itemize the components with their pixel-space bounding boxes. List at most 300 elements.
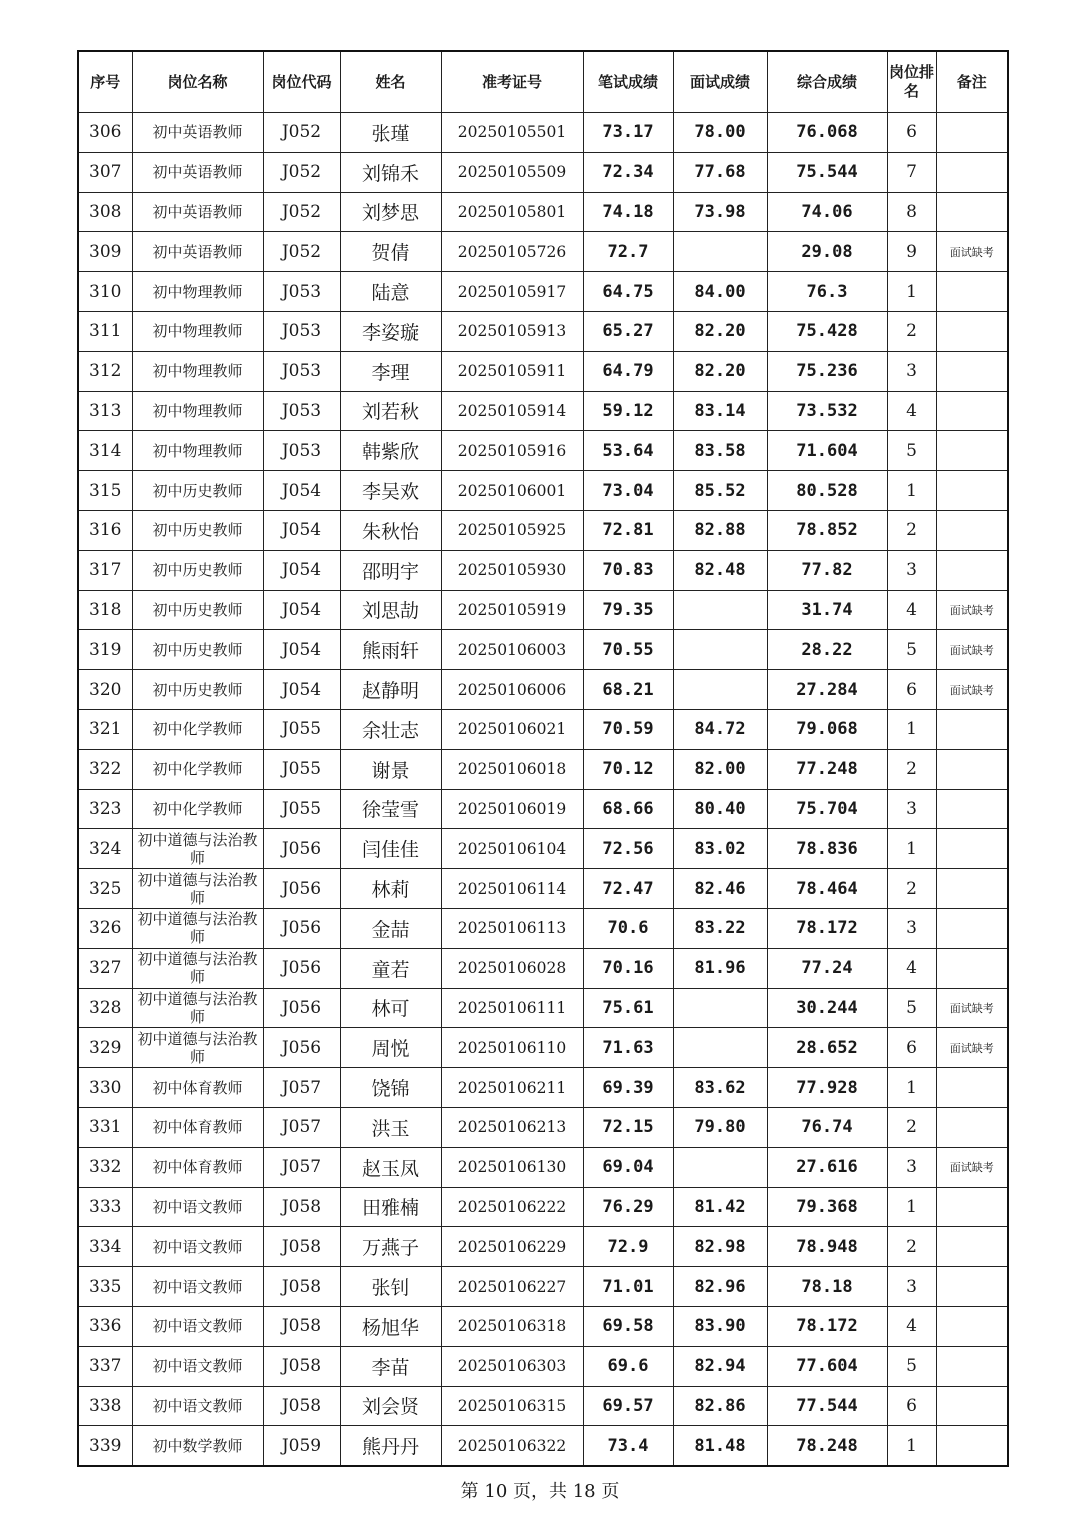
seq-cell: 322 xyxy=(78,749,132,789)
note-cell xyxy=(936,1306,1008,1346)
rank-cell: 3 xyxy=(887,351,936,391)
ticket-cell: 20250105726 xyxy=(441,232,583,272)
position-code-cell: J056 xyxy=(263,948,340,988)
name-cell: 张瑾 xyxy=(340,113,441,153)
note-cell xyxy=(936,709,1008,749)
table-row xyxy=(78,1227,1008,1267)
position-code-cell: J053 xyxy=(263,431,340,471)
written-score-cell: 70.12 xyxy=(583,749,673,789)
seq-cell: 325 xyxy=(78,869,132,909)
ticket-cell: 20250106315 xyxy=(441,1386,583,1426)
rank-cell: 4 xyxy=(887,590,936,630)
seq-cell: 320 xyxy=(78,670,132,710)
table-row xyxy=(78,550,1008,590)
table-row xyxy=(78,1267,1008,1307)
position-code-cell: J053 xyxy=(263,391,340,431)
total-score-cell: 28.652 xyxy=(767,1028,887,1068)
name-cell: 李吴欢 xyxy=(340,471,441,511)
written-score-cell: 69.58 xyxy=(583,1306,673,1346)
name-cell: 谢景 xyxy=(340,749,441,789)
table-row xyxy=(78,749,1008,789)
seq-cell: 317 xyxy=(78,550,132,590)
table-row xyxy=(78,829,1008,869)
total-score-cell: 27.284 xyxy=(767,670,887,710)
ticket-cell: 20250106018 xyxy=(441,749,583,789)
note-cell xyxy=(936,1426,1008,1466)
rank-cell: 2 xyxy=(887,1107,936,1147)
table-row xyxy=(78,272,1008,312)
note-cell xyxy=(936,311,1008,351)
seq-cell: 338 xyxy=(78,1386,132,1426)
ticket-cell: 20250106303 xyxy=(441,1346,583,1386)
seq-cell: 309 xyxy=(78,232,132,272)
written-score-cell: 72.15 xyxy=(583,1107,673,1147)
written-score-cell: 70.83 xyxy=(583,550,673,590)
note-cell xyxy=(936,152,1008,192)
position-name-cell: 初中历史教师 xyxy=(132,630,263,670)
seq-cell: 323 xyxy=(78,789,132,829)
name-cell: 刘会贤 xyxy=(340,1386,441,1426)
total-score-cell: 78.836 xyxy=(767,829,887,869)
seq-cell: 335 xyxy=(78,1267,132,1307)
ticket-cell: 20250106110 xyxy=(441,1028,583,1068)
rank-cell: 1 xyxy=(887,471,936,511)
table-row xyxy=(78,630,1008,670)
header-position-name: 岗位名称 xyxy=(132,51,263,113)
seq-cell: 308 xyxy=(78,192,132,232)
total-score-cell: 79.368 xyxy=(767,1187,887,1227)
note-cell xyxy=(936,1386,1008,1426)
seq-cell: 315 xyxy=(78,471,132,511)
rank-cell: 2 xyxy=(887,869,936,909)
position-name-cell: 初中道德与法治教师 xyxy=(132,869,263,909)
position-name-cell: 初中道德与法治教师 xyxy=(132,829,263,869)
position-name-cell: 初中语文教师 xyxy=(132,1267,263,1307)
name-cell: 洪玉 xyxy=(340,1107,441,1147)
interview-score-cell: 83.14 xyxy=(673,391,767,431)
ticket-cell: 20250106001 xyxy=(441,471,583,511)
interview-score-cell xyxy=(673,590,767,630)
note-cell xyxy=(936,1346,1008,1386)
table-row xyxy=(78,1426,1008,1466)
written-score-cell: 64.75 xyxy=(583,272,673,312)
table-row xyxy=(78,1306,1008,1346)
rank-cell: 1 xyxy=(887,709,936,749)
total-score-cell: 77.82 xyxy=(767,550,887,590)
position-name-cell: 初中道德与法治教师 xyxy=(132,1028,263,1068)
position-name-cell: 初中历史教师 xyxy=(132,670,263,710)
written-score-cell: 68.21 xyxy=(583,670,673,710)
note-cell: 面试缺考 xyxy=(936,590,1008,630)
position-name-cell: 初中历史教师 xyxy=(132,510,263,550)
interview-score-cell: 83.62 xyxy=(673,1068,767,1108)
note-cell xyxy=(936,869,1008,909)
ticket-cell: 20250106213 xyxy=(441,1107,583,1147)
interview-score-cell xyxy=(673,1028,767,1068)
written-score-cell: 69.57 xyxy=(583,1386,673,1426)
note-cell: 面试缺考 xyxy=(936,988,1008,1028)
written-score-cell: 72.34 xyxy=(583,152,673,192)
seq-cell: 330 xyxy=(78,1068,132,1108)
name-cell: 杨旭华 xyxy=(340,1306,441,1346)
total-score-cell: 27.616 xyxy=(767,1147,887,1187)
rank-cell: 1 xyxy=(887,1068,936,1108)
ticket-cell: 20250105509 xyxy=(441,152,583,192)
table-row xyxy=(78,988,1008,1028)
position-code-cell: J053 xyxy=(263,351,340,391)
interview-score-cell: 82.86 xyxy=(673,1386,767,1426)
interview-score-cell: 82.48 xyxy=(673,550,767,590)
interview-score-cell: 83.90 xyxy=(673,1306,767,1346)
ticket-cell: 20250106229 xyxy=(441,1227,583,1267)
position-name-cell: 初中物理教师 xyxy=(132,311,263,351)
table-row xyxy=(78,311,1008,351)
position-name-cell: 初中语文教师 xyxy=(132,1386,263,1426)
ticket-cell: 20250105925 xyxy=(441,510,583,550)
written-score-cell: 53.64 xyxy=(583,431,673,471)
seq-cell: 314 xyxy=(78,431,132,471)
page-footer: 第 10 页，共 18 页 xyxy=(460,1481,620,1502)
written-score-cell: 72.47 xyxy=(583,869,673,909)
position-name-cell: 初中物理教师 xyxy=(132,272,263,312)
total-score-cell: 78.172 xyxy=(767,1306,887,1346)
position-name-cell: 初中道德与法治教师 xyxy=(132,908,263,948)
seq-cell: 306 xyxy=(78,113,132,153)
note-cell xyxy=(936,829,1008,869)
written-score-cell: 72.7 xyxy=(583,232,673,272)
table-row xyxy=(78,1107,1008,1147)
header-note: 备注 xyxy=(936,51,1008,113)
position-name-cell: 初中体育教师 xyxy=(132,1068,263,1108)
written-score-cell: 69.04 xyxy=(583,1147,673,1187)
position-code-cell: J056 xyxy=(263,908,340,948)
table-row xyxy=(78,908,1008,948)
position-code-cell: J058 xyxy=(263,1267,340,1307)
seq-cell: 337 xyxy=(78,1346,132,1386)
ticket-cell: 20250105913 xyxy=(441,311,583,351)
note-cell xyxy=(936,431,1008,471)
interview-score-cell: 82.98 xyxy=(673,1227,767,1267)
seq-cell: 332 xyxy=(78,1147,132,1187)
position-name-cell: 初中英语教师 xyxy=(132,232,263,272)
interview-score-cell: 84.00 xyxy=(673,272,767,312)
position-code-cell: J053 xyxy=(263,272,340,312)
interview-score-cell: 82.20 xyxy=(673,311,767,351)
written-score-cell: 71.63 xyxy=(583,1028,673,1068)
table-row xyxy=(78,948,1008,988)
position-code-cell: J052 xyxy=(263,113,340,153)
ticket-cell: 20250106104 xyxy=(441,829,583,869)
note-cell xyxy=(936,113,1008,153)
table-row xyxy=(78,1147,1008,1187)
position-code-cell: J058 xyxy=(263,1187,340,1227)
header-written: 笔试成绩 xyxy=(583,51,673,113)
seq-cell: 329 xyxy=(78,1028,132,1068)
name-cell: 刘思劼 xyxy=(340,590,441,630)
name-cell: 万燕子 xyxy=(340,1227,441,1267)
total-score-cell: 75.704 xyxy=(767,789,887,829)
position-name-cell: 初中历史教师 xyxy=(132,471,263,511)
table-row xyxy=(78,152,1008,192)
name-cell: 熊雨轩 xyxy=(340,630,441,670)
name-cell: 金喆 xyxy=(340,908,441,948)
ticket-cell: 20250106222 xyxy=(441,1187,583,1227)
name-cell: 闫佳佳 xyxy=(340,829,441,869)
rank-cell: 3 xyxy=(887,1147,936,1187)
seq-cell: 310 xyxy=(78,272,132,312)
interview-score-cell: 82.20 xyxy=(673,351,767,391)
table-row xyxy=(78,1187,1008,1227)
total-score-cell: 80.528 xyxy=(767,471,887,511)
written-score-cell: 65.27 xyxy=(583,311,673,351)
rank-cell: 4 xyxy=(887,391,936,431)
table-header xyxy=(78,51,1008,113)
position-code-cell: J054 xyxy=(263,471,340,511)
seq-cell: 307 xyxy=(78,152,132,192)
written-score-cell: 70.59 xyxy=(583,709,673,749)
total-score-cell: 29.08 xyxy=(767,232,887,272)
position-name-cell: 初中数学教师 xyxy=(132,1426,263,1466)
interview-score-cell: 79.80 xyxy=(673,1107,767,1147)
seq-cell: 331 xyxy=(78,1107,132,1147)
seq-cell: 333 xyxy=(78,1187,132,1227)
position-code-cell: J056 xyxy=(263,988,340,1028)
position-code-cell: J056 xyxy=(263,869,340,909)
header-rank: 岗位排名 xyxy=(887,51,936,113)
written-score-cell: 69.39 xyxy=(583,1068,673,1108)
name-cell: 田雅楠 xyxy=(340,1187,441,1227)
position-code-cell: J059 xyxy=(263,1426,340,1466)
position-name-cell: 初中英语教师 xyxy=(132,152,263,192)
header-position-code: 岗位代码 xyxy=(263,51,340,113)
position-name-cell: 初中道德与法治教师 xyxy=(132,988,263,1028)
rank-cell: 7 xyxy=(887,152,936,192)
table-row xyxy=(78,471,1008,511)
table-row xyxy=(78,869,1008,909)
position-name-cell: 初中语文教师 xyxy=(132,1187,263,1227)
rank-cell: 5 xyxy=(887,630,936,670)
note-cell: 面试缺考 xyxy=(936,1028,1008,1068)
ticket-cell: 20250105916 xyxy=(441,431,583,471)
position-name-cell: 初中历史教师 xyxy=(132,550,263,590)
written-score-cell: 70.55 xyxy=(583,630,673,670)
table-row xyxy=(78,391,1008,431)
ticket-cell: 20250105801 xyxy=(441,192,583,232)
note-cell xyxy=(936,908,1008,948)
total-score-cell: 31.74 xyxy=(767,590,887,630)
ticket-cell: 20250105917 xyxy=(441,272,583,312)
ticket-cell: 20250105930 xyxy=(441,550,583,590)
interview-score-cell: 82.00 xyxy=(673,749,767,789)
position-name-cell: 初中体育教师 xyxy=(132,1147,263,1187)
note-cell xyxy=(936,351,1008,391)
interview-score-cell: 73.98 xyxy=(673,192,767,232)
position-code-cell: J057 xyxy=(263,1068,340,1108)
ticket-cell: 20250106028 xyxy=(441,948,583,988)
position-code-cell: J058 xyxy=(263,1386,340,1426)
name-cell: 刘若秋 xyxy=(340,391,441,431)
position-code-cell: J055 xyxy=(263,709,340,749)
position-name-cell: 初中物理教师 xyxy=(132,431,263,471)
header-interview: 面试成绩 xyxy=(673,51,767,113)
written-score-cell: 71.01 xyxy=(583,1267,673,1307)
position-code-cell: J053 xyxy=(263,311,340,351)
total-score-cell: 76.74 xyxy=(767,1107,887,1147)
position-code-cell: J054 xyxy=(263,630,340,670)
note-cell: 面试缺考 xyxy=(936,232,1008,272)
total-score-cell: 75.236 xyxy=(767,351,887,391)
note-cell xyxy=(936,1068,1008,1108)
seq-cell: 321 xyxy=(78,709,132,749)
note-cell xyxy=(936,789,1008,829)
position-code-cell: J055 xyxy=(263,749,340,789)
interview-score-cell: 81.48 xyxy=(673,1426,767,1466)
interview-score-cell: 84.72 xyxy=(673,709,767,749)
seq-cell: 313 xyxy=(78,391,132,431)
table-row xyxy=(78,590,1008,630)
rank-cell: 5 xyxy=(887,988,936,1028)
ticket-cell: 20250106019 xyxy=(441,789,583,829)
total-score-cell: 76.068 xyxy=(767,113,887,153)
ticket-cell: 20250106130 xyxy=(441,1147,583,1187)
written-score-cell: 72.9 xyxy=(583,1227,673,1267)
total-score-cell: 71.604 xyxy=(767,431,887,471)
interview-score-cell xyxy=(673,232,767,272)
seq-cell: 316 xyxy=(78,510,132,550)
name-cell: 余壮志 xyxy=(340,709,441,749)
total-score-cell: 78.18 xyxy=(767,1267,887,1307)
note-cell: 面试缺考 xyxy=(936,670,1008,710)
name-cell: 林莉 xyxy=(340,869,441,909)
interview-score-cell: 83.02 xyxy=(673,829,767,869)
position-name-cell: 初中化学教师 xyxy=(132,709,263,749)
total-score-cell: 77.928 xyxy=(767,1068,887,1108)
seq-cell: 327 xyxy=(78,948,132,988)
position-code-cell: J054 xyxy=(263,590,340,630)
total-score-cell: 28.22 xyxy=(767,630,887,670)
rank-cell: 3 xyxy=(887,789,936,829)
interview-score-cell: 78.00 xyxy=(673,113,767,153)
table-row xyxy=(78,351,1008,391)
table-row xyxy=(78,431,1008,471)
rank-cell: 1 xyxy=(887,1187,936,1227)
rank-cell: 1 xyxy=(887,1426,936,1466)
written-score-cell: 72.56 xyxy=(583,829,673,869)
total-score-cell: 77.248 xyxy=(767,749,887,789)
ticket-cell: 20250105919 xyxy=(441,590,583,630)
written-score-cell: 64.79 xyxy=(583,351,673,391)
rank-cell: 8 xyxy=(887,192,936,232)
interview-score-cell xyxy=(673,1147,767,1187)
table-row xyxy=(78,709,1008,749)
interview-score-cell: 81.96 xyxy=(673,948,767,988)
interview-score-cell xyxy=(673,988,767,1028)
seq-cell: 319 xyxy=(78,630,132,670)
total-score-cell: 76.3 xyxy=(767,272,887,312)
position-code-cell: J058 xyxy=(263,1346,340,1386)
total-score-cell: 78.852 xyxy=(767,510,887,550)
position-code-cell: J052 xyxy=(263,192,340,232)
name-cell: 李苗 xyxy=(340,1346,441,1386)
rank-cell: 4 xyxy=(887,948,936,988)
position-name-cell: 初中化学教师 xyxy=(132,789,263,829)
rank-cell: 3 xyxy=(887,550,936,590)
position-code-cell: J058 xyxy=(263,1306,340,1346)
position-code-cell: J056 xyxy=(263,829,340,869)
seq-cell: 328 xyxy=(78,988,132,1028)
rank-cell: 6 xyxy=(887,670,936,710)
interview-score-cell: 82.94 xyxy=(673,1346,767,1386)
written-score-cell: 72.81 xyxy=(583,510,673,550)
ticket-cell: 20250105501 xyxy=(441,113,583,153)
position-code-cell: J057 xyxy=(263,1107,340,1147)
seq-cell: 339 xyxy=(78,1426,132,1466)
ticket-cell: 20250106113 xyxy=(441,908,583,948)
name-cell: 赵静明 xyxy=(340,670,441,710)
position-name-cell: 初中英语教师 xyxy=(132,113,263,153)
total-score-cell: 79.068 xyxy=(767,709,887,749)
header-name: 姓名 xyxy=(340,51,441,113)
note-cell xyxy=(936,550,1008,590)
interview-score-cell: 85.52 xyxy=(673,471,767,511)
table-row xyxy=(78,789,1008,829)
written-score-cell: 70.6 xyxy=(583,908,673,948)
note-cell: 面试缺考 xyxy=(936,1147,1008,1187)
note-cell xyxy=(936,1107,1008,1147)
position-code-cell: J057 xyxy=(263,1147,340,1187)
seq-cell: 312 xyxy=(78,351,132,391)
position-name-cell: 初中英语教师 xyxy=(132,192,263,232)
interview-score-cell: 80.40 xyxy=(673,789,767,829)
interview-score-cell: 83.22 xyxy=(673,908,767,948)
table-row xyxy=(78,1386,1008,1426)
total-score-cell: 77.604 xyxy=(767,1346,887,1386)
position-code-cell: J054 xyxy=(263,670,340,710)
written-score-cell: 68.66 xyxy=(583,789,673,829)
ticket-cell: 20250106021 xyxy=(441,709,583,749)
total-score-cell: 73.532 xyxy=(767,391,887,431)
name-cell: 刘梦思 xyxy=(340,192,441,232)
note-cell xyxy=(936,749,1008,789)
rank-cell: 5 xyxy=(887,431,936,471)
position-name-cell: 初中化学教师 xyxy=(132,749,263,789)
position-name-cell: 初中体育教师 xyxy=(132,1107,263,1147)
written-score-cell: 70.16 xyxy=(583,948,673,988)
position-name-cell: 初中语文教师 xyxy=(132,1306,263,1346)
ticket-cell: 20250106211 xyxy=(441,1068,583,1108)
written-score-cell: 75.61 xyxy=(583,988,673,1028)
ticket-cell: 20250105911 xyxy=(441,351,583,391)
interview-score-cell: 77.68 xyxy=(673,152,767,192)
ticket-cell: 20250106111 xyxy=(441,988,583,1028)
total-score-cell: 77.544 xyxy=(767,1386,887,1426)
interview-score-cell: 82.96 xyxy=(673,1267,767,1307)
name-cell: 刘锦禾 xyxy=(340,152,441,192)
rank-cell: 6 xyxy=(887,1028,936,1068)
name-cell: 贺倩 xyxy=(340,232,441,272)
written-score-cell: 76.29 xyxy=(583,1187,673,1227)
rank-cell: 2 xyxy=(887,510,936,550)
total-score-cell: 78.172 xyxy=(767,908,887,948)
name-cell: 陆意 xyxy=(340,272,441,312)
total-score-cell: 74.06 xyxy=(767,192,887,232)
seq-cell: 311 xyxy=(78,311,132,351)
written-score-cell: 74.18 xyxy=(583,192,673,232)
total-score-cell: 78.948 xyxy=(767,1227,887,1267)
position-name-cell: 初中语文教师 xyxy=(132,1346,263,1386)
rank-cell: 6 xyxy=(887,1386,936,1426)
seq-cell: 334 xyxy=(78,1227,132,1267)
